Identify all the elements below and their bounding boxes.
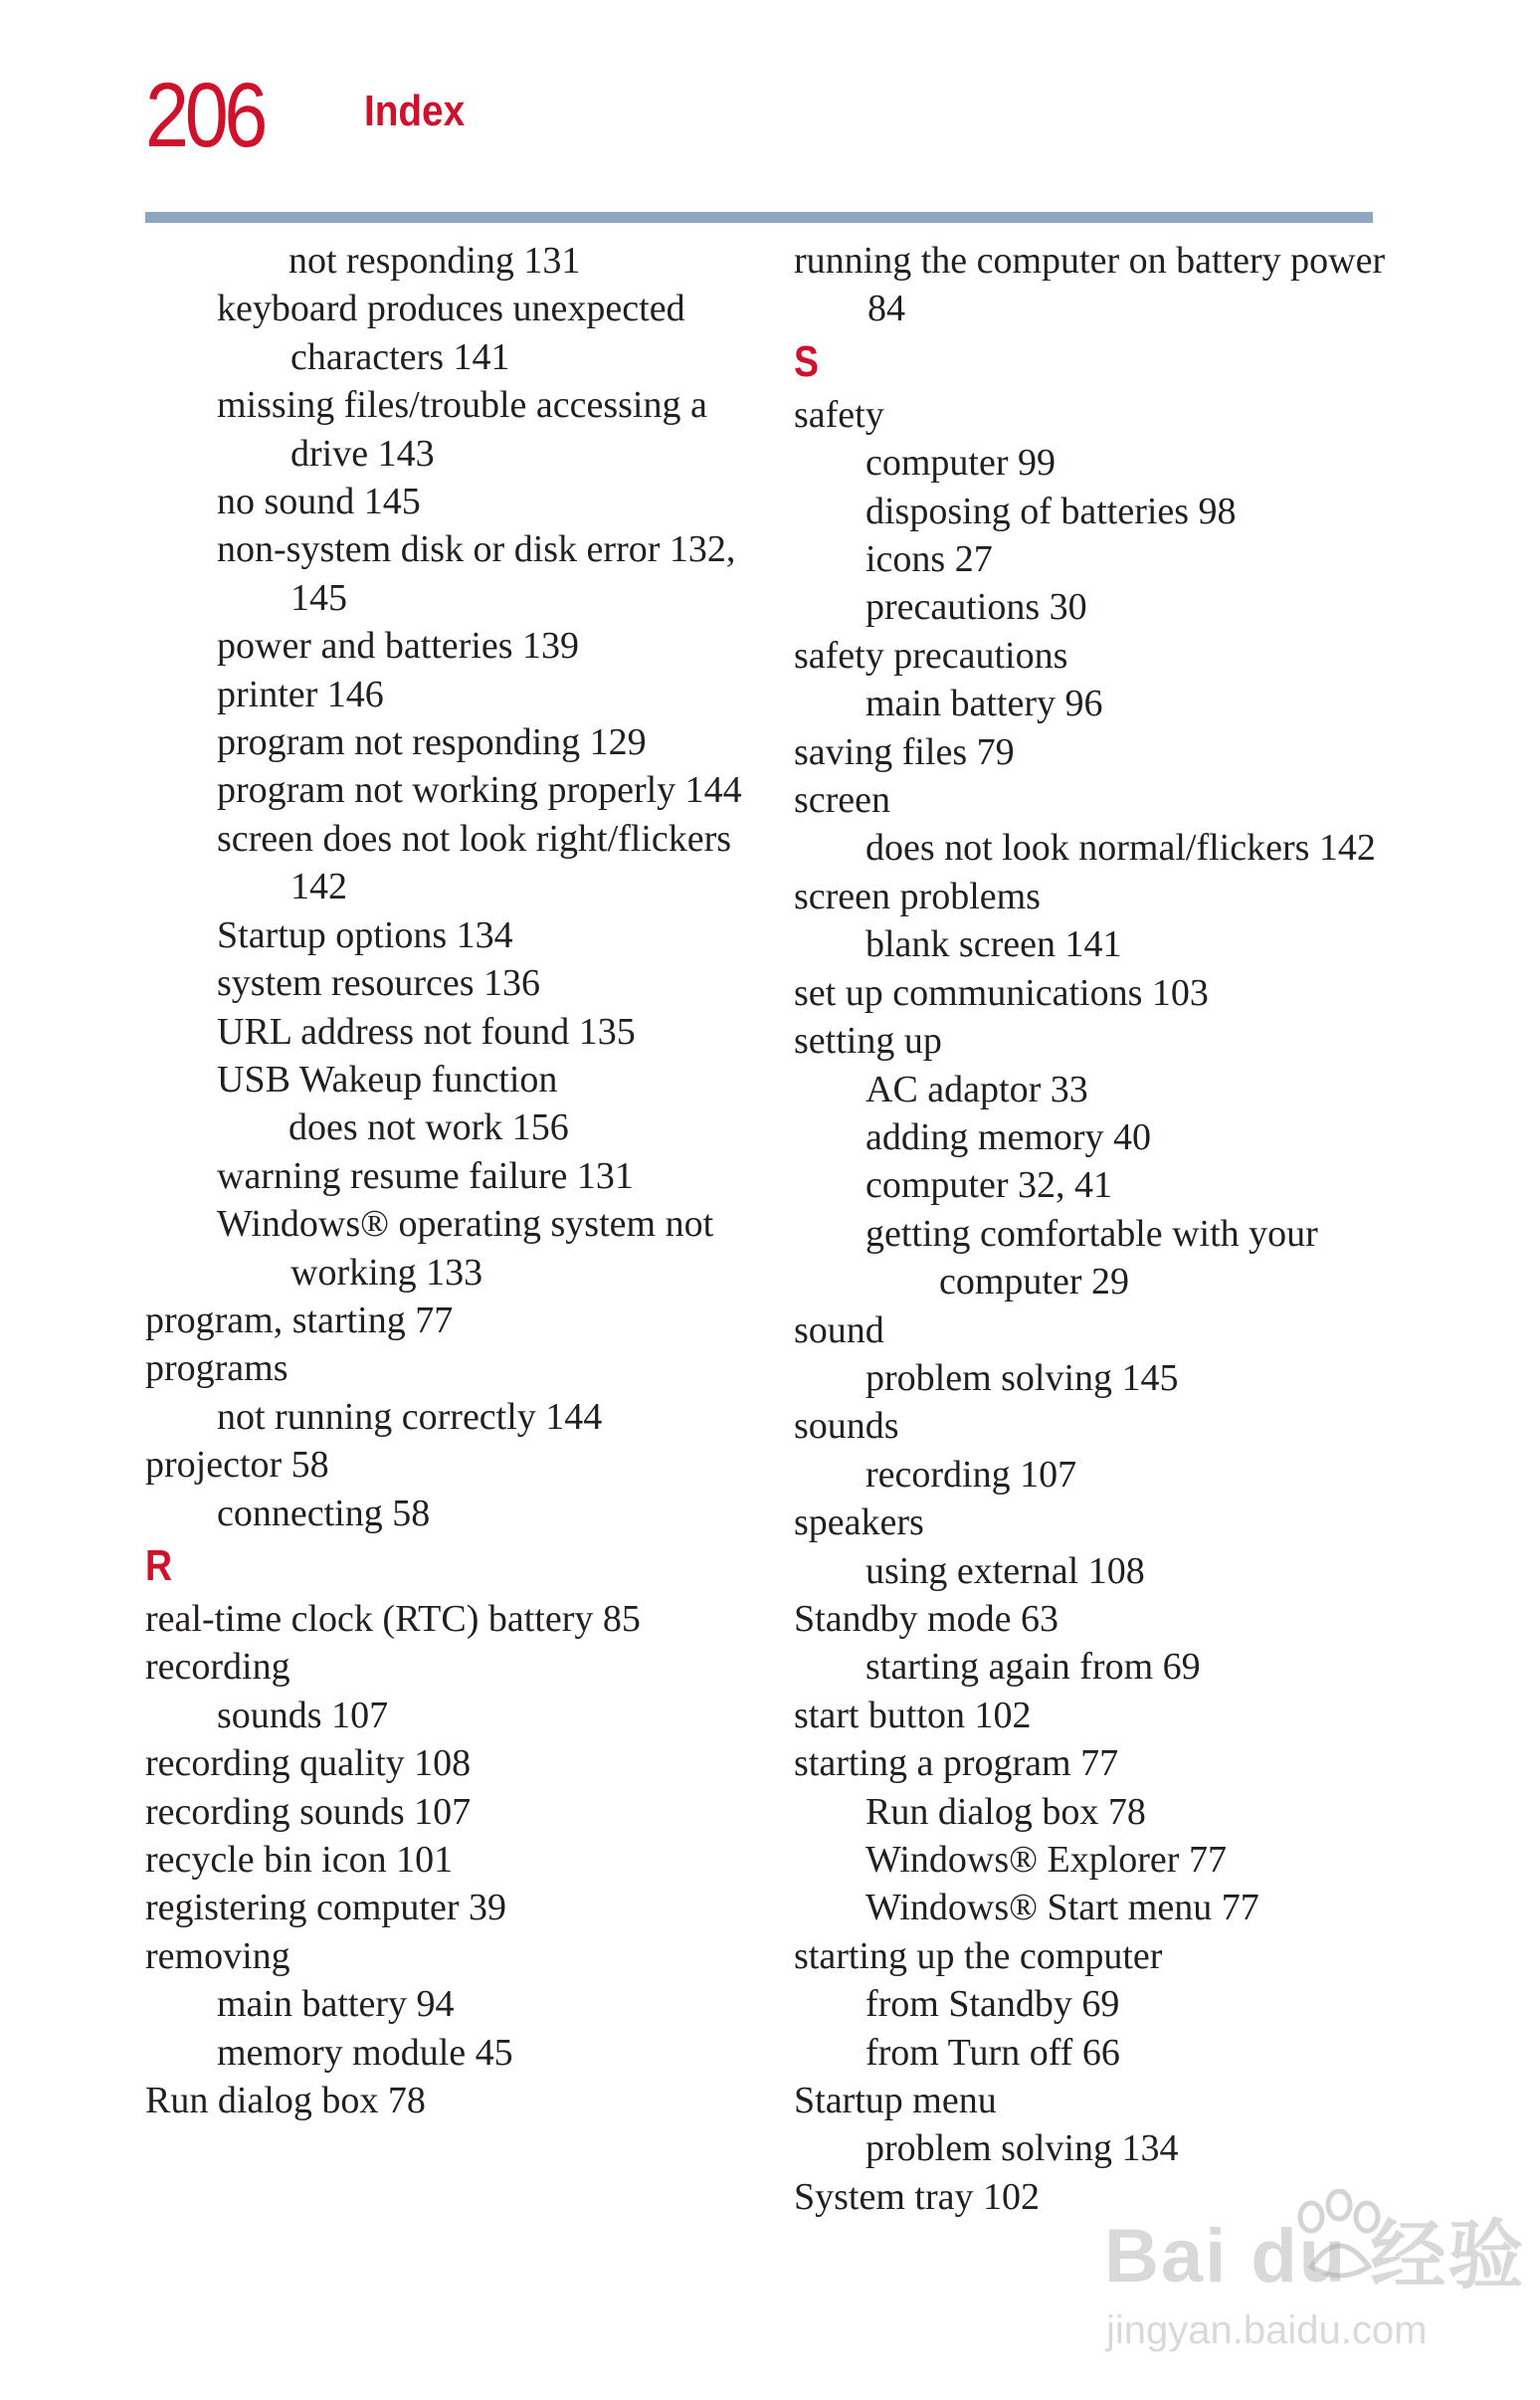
index-subentry: program not working properly 144: [217, 769, 742, 812]
index-entry: Run dialog box 78: [145, 2080, 426, 2122]
index-subentry: problem solving 134: [866, 2127, 1179, 2170]
index-entry: saving files 79: [794, 730, 1015, 773]
index-subentry: Run dialog box 78: [866, 1790, 1146, 1833]
index-entry: removing: [145, 1934, 290, 1977]
index-subentry: does not work 156: [289, 1106, 569, 1149]
index-subentry: Windows® Start menu 77: [866, 1887, 1259, 1929]
index-subentry: recording 107: [866, 1453, 1077, 1496]
index-subentry: power and batteries 139: [217, 625, 580, 668]
index-entry: System tray 102: [794, 2175, 1040, 2218]
index-entry: registering computer 39: [145, 1887, 507, 1929]
index-subentry: connecting 58: [217, 1492, 431, 1534]
index-entry: Standby mode 63: [794, 1597, 1059, 1640]
index-subentry: missing files/trouble accessing a drive 143: [217, 384, 707, 475]
section-title: Index: [364, 87, 466, 135]
page-number: 206: [145, 65, 265, 166]
index-subentry: from Turn off 66: [866, 2031, 1120, 2074]
index-subentry: adding memory 40: [866, 1115, 1152, 1158]
index-entry: speakers: [794, 1501, 924, 1544]
index-entry: safety: [794, 393, 884, 436]
index-subentry: precautions 30: [866, 586, 1087, 629]
index-subentry: system resources 136: [217, 962, 541, 1005]
watermark-url: jingyan.baidu.com: [1106, 2308, 1428, 2352]
index-column-left: [145, 237, 742, 2124]
index-subentry: non-system disk or disk error 132, 145: [217, 528, 736, 619]
index-entry: recycle bin icon 101: [145, 1839, 454, 1881]
index-entry: safety precautions: [794, 634, 1068, 677]
index-entry: programs: [145, 1347, 289, 1390]
index-subentry: from Standby 69: [866, 1983, 1120, 2026]
index-subentry: warning resume failure 131: [217, 1154, 634, 1197]
index-subentry: problem solving 145: [866, 1356, 1179, 1399]
index-subentry: printer 146: [217, 673, 384, 715]
index-subentry: main battery 96: [866, 683, 1103, 725]
index-subentry: URL address not found 135: [217, 1010, 636, 1053]
index-entry: program, starting 77: [145, 1299, 454, 1341]
index-entry: starting up the computer: [794, 1934, 1163, 1977]
index-entry: recording: [145, 1646, 290, 1689]
index-entry: running the computer on battery power 84: [794, 240, 1386, 330]
header-rule: [145, 212, 1373, 223]
index-entry: screen: [794, 779, 891, 822]
index-entry: sounds: [794, 1405, 899, 1448]
index-subentry: using external 108: [866, 1549, 1145, 1592]
index-subentry: Windows® Explorer 77: [866, 1839, 1227, 1881]
index-entry: projector 58: [145, 1444, 329, 1487]
index-subentry: getting comfortable with your computer 29: [866, 1212, 1318, 1303]
index-subentry: not running correctly 144: [217, 1395, 603, 1438]
index-subentry: does not look normal/flickers 142: [866, 827, 1376, 870]
index-subentry: no sound 145: [217, 481, 421, 523]
index-subentry: screen does not look right/flickers 142: [217, 817, 732, 908]
index-section-letter: R: [145, 1540, 173, 1590]
index-entry: starting a program 77: [794, 1742, 1119, 1785]
index-subentry: main battery 94: [217, 1983, 455, 2026]
index-subentry: starting again from 69: [866, 1646, 1201, 1689]
index-entry: start button 102: [794, 1694, 1032, 1736]
index-subentry: Windows® operating system not working 133: [217, 1203, 714, 1294]
index-entry: recording quality 108: [145, 1742, 472, 1785]
index-subentry: USB Wakeup function: [217, 1058, 558, 1100]
index-subentry: icons 27: [866, 538, 993, 581]
index-subentry: AC adaptor 33: [866, 1068, 1088, 1110]
watermark-brand: Bai du 经验: [1104, 2214, 1526, 2299]
index-column-right: [794, 237, 1391, 2221]
index-section-letter: S: [794, 336, 819, 386]
index-entry: set up communications 103: [794, 971, 1209, 1014]
index-entry: real-time clock (RTC) battery 85: [145, 1597, 641, 1640]
index-subentry: keyboard produces unexpected characters 141: [217, 288, 685, 378]
index-subentry: disposing of batteries 98: [866, 490, 1237, 532]
index-subentry: program not responding 129: [217, 721, 647, 764]
index-entry: Startup menu: [794, 2080, 997, 2122]
index-subentry: computer 99: [866, 442, 1057, 485]
index-entry: screen problems: [794, 875, 1041, 917]
index-subentry: sounds 107: [217, 1694, 389, 1736]
index-subentry: blank screen 141: [866, 923, 1122, 966]
index-entry: recording sounds 107: [145, 1790, 472, 1833]
index-entry: setting up: [794, 1020, 942, 1063]
index-subentry: computer 32, 41: [866, 1164, 1113, 1207]
index-subentry: not responding 131: [289, 240, 581, 282]
index-subentry: Startup options 134: [217, 913, 513, 956]
index-subentry: memory module 45: [217, 2031, 513, 2074]
index-entry: sound: [794, 1308, 884, 1351]
